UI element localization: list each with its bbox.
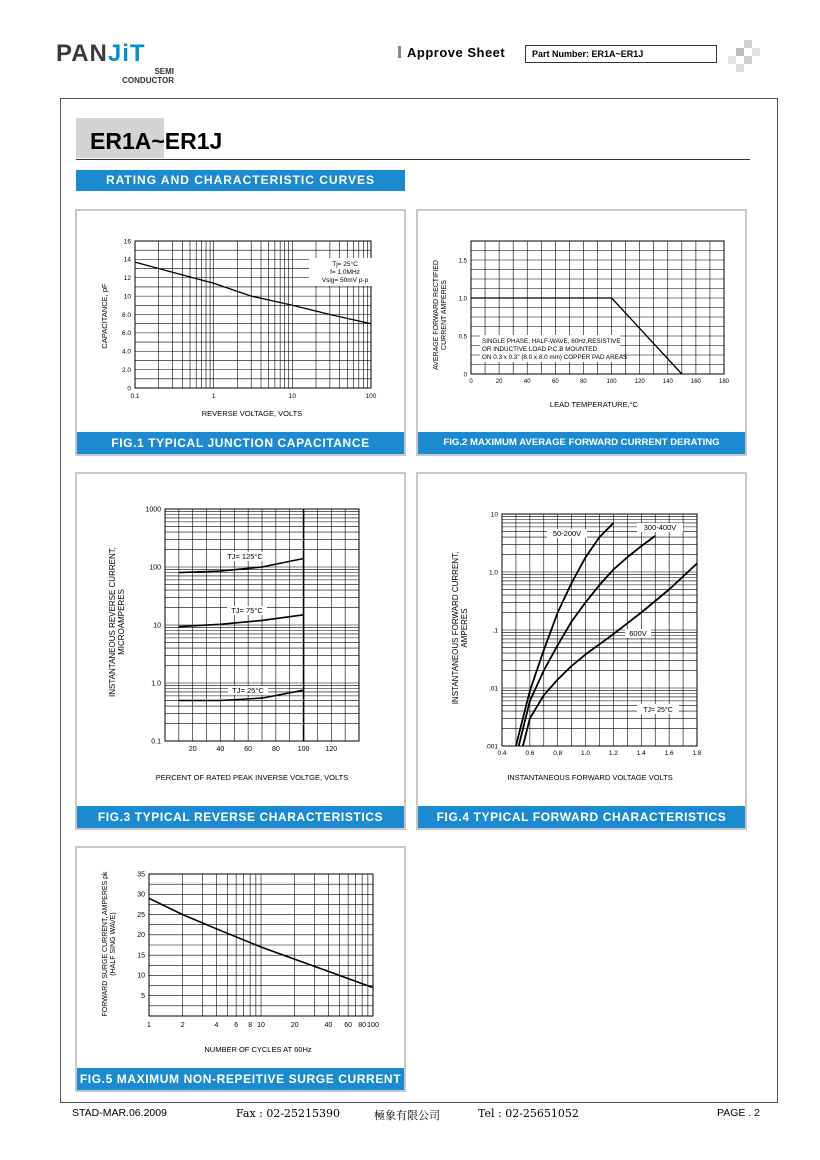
fig3-xtick-5: 120 bbox=[325, 746, 338, 753]
approve-sheet-label bbox=[398, 45, 505, 60]
fig1-ytick-8: 16 bbox=[123, 238, 131, 246]
approve-sheet-text: Approve Sheet bbox=[407, 45, 506, 60]
fig5-ytick-5: 30 bbox=[137, 891, 145, 899]
fig3-caption: FIG.3 TYPICAL REVERSE CHARACTERISTICS bbox=[77, 806, 404, 828]
fig5-xtick-6: 20 bbox=[290, 1022, 299, 1029]
fig3-series-label-2: TJ= 25°C bbox=[232, 686, 264, 695]
section-heading: RATING AND CHARACTERISTIC CURVES bbox=[76, 170, 405, 191]
fig1-xtick-0: 0.1 bbox=[130, 393, 140, 400]
fig5-xtick-2: 4 bbox=[214, 1022, 219, 1029]
fig4-annotation: TJ= 25°C bbox=[643, 707, 673, 714]
fig3-ylabel-2: MICROAMPERES bbox=[117, 589, 126, 655]
fig5-xtick-9: 80 bbox=[358, 1022, 367, 1029]
fig5-xtick-5: 10 bbox=[257, 1022, 265, 1029]
logo-sub-semi: SEMI bbox=[154, 67, 174, 76]
fig2-ylabel-1: AVERAGE FORWARD RECTIFIED bbox=[433, 260, 440, 370]
fig5-xtick-3: 6 bbox=[234, 1022, 239, 1029]
fig3-panel bbox=[75, 472, 406, 830]
footer-page: PAGE . 2 bbox=[717, 1107, 760, 1119]
fig4-ytick-1: .01 bbox=[488, 685, 498, 693]
fig5-xtick-0: 1 bbox=[147, 1022, 151, 1029]
fig5-grid bbox=[149, 874, 373, 1016]
fig1-ytick-0: 0 bbox=[127, 385, 131, 393]
fig2-ytick-1: 0.5 bbox=[458, 334, 467, 341]
fig5-panel bbox=[75, 846, 406, 1092]
fig2-annotation-2: OR INDUCTIVE LOAD P.C.B MOUNTED bbox=[482, 346, 597, 353]
fig5-ytick-3: 20 bbox=[137, 932, 145, 940]
fig2-annotation-1: SINGLE PHASE, HALF-WAVE, 60Hz,RESISTIVE bbox=[482, 338, 621, 345]
fig1-xlabel: REVERSE VOLTAGE, VOLTS bbox=[201, 409, 303, 418]
fig5-ytick-1: 10 bbox=[137, 972, 145, 980]
fig1-ytick-7: 14 bbox=[123, 256, 131, 264]
fig2-xtick-3: 60 bbox=[551, 379, 559, 385]
fig2-xlabel: LEAD TEMPERATURE,°C bbox=[549, 400, 639, 409]
footer-date: STAD-MAR.06.2009 bbox=[72, 1107, 167, 1119]
fig4-ytick-4: 10 bbox=[490, 511, 498, 519]
fig5-xtick-4: 8 bbox=[248, 1022, 253, 1029]
fig2-xtick-6: 120 bbox=[634, 379, 645, 385]
fig3-chart bbox=[77, 474, 404, 806]
fig2-xtick-4: 80 bbox=[580, 379, 587, 385]
part-number-box bbox=[525, 45, 717, 63]
fig4-xtick-6: 1.6 bbox=[664, 750, 674, 757]
fig5-chart bbox=[77, 848, 404, 1068]
fig2-xtick-2: 40 bbox=[523, 379, 531, 385]
fig1-xtick-3: 100 bbox=[365, 393, 377, 400]
fig1-ytick-1: 2.0 bbox=[121, 366, 131, 374]
fig2-ylabel-2: CURRENT AMPERES bbox=[441, 280, 448, 350]
fig5-xtick-8: 60 bbox=[344, 1022, 353, 1029]
logo-pan-text: PAN bbox=[56, 40, 108, 67]
fig4-ytick-0: .001 bbox=[485, 743, 498, 751]
logo-wordmark bbox=[56, 40, 146, 68]
fig1-panel bbox=[75, 209, 406, 456]
fig5-ytick-6: 35 bbox=[137, 871, 145, 879]
logo-sub-conductor: CONDUCTOR bbox=[122, 76, 174, 85]
fig1-ytick-3: 6.0 bbox=[121, 330, 131, 338]
footer-company: 極象有限公司 bbox=[374, 1109, 440, 1122]
fig1-annotation-2: f= 1.0MHz bbox=[330, 269, 360, 276]
fig5-ytick-0: 5 bbox=[141, 993, 145, 1001]
fig5-ytick-2: 15 bbox=[137, 952, 145, 960]
fig1-ytick-6: 12 bbox=[123, 275, 131, 283]
fig4-series-1 bbox=[519, 536, 656, 746]
fig5-xtick-7: 40 bbox=[324, 1022, 333, 1029]
fig4-xtick-7: 1.8 bbox=[692, 750, 702, 757]
fig3-ytick-3: 100 bbox=[149, 564, 161, 572]
fig5-xtick-10: 100 bbox=[367, 1022, 379, 1029]
fig2-xtick-7: 140 bbox=[662, 379, 673, 385]
title-divider bbox=[76, 159, 750, 160]
fig4-series-label-0: 50-200V bbox=[552, 529, 582, 538]
fig4-ytick-3: 1.0 bbox=[488, 569, 498, 577]
logo-jit-text: JiT bbox=[107, 40, 146, 67]
fig5-labels bbox=[137, 871, 379, 1029]
fig4-ylabel-1: INSTANTANEOUS FORWARD CURRENT, bbox=[451, 551, 460, 705]
fig2-caption: FIG.2 MAXIMUM AVERAGE FORWARD CURRENT DERATING bbox=[418, 432, 745, 454]
fig2-chart bbox=[418, 211, 745, 432]
fig2-ytick-2: 1.0 bbox=[458, 296, 467, 303]
fig1-ylabel: CAPACITANCE, pF bbox=[100, 283, 109, 349]
fig1-ytick-4: 8.0 bbox=[121, 311, 131, 319]
fig2-xtick-0: 0 bbox=[469, 379, 473, 385]
fig4-xtick-3: 1.0 bbox=[581, 750, 591, 757]
page-title: ER1A~ER1J bbox=[90, 128, 223, 154]
fig1-xtick-2: 10 bbox=[288, 393, 296, 400]
fig4-series-label-2: 600V bbox=[629, 629, 647, 638]
fig5-xtick-1: 2 bbox=[180, 1022, 185, 1029]
fig5-ylabel-1: FORWARD SURGE CURRENT, AMPERES pk bbox=[102, 871, 109, 1017]
fig5-ytick-4: 25 bbox=[137, 911, 145, 919]
fig4-xtick-0: 0.4 bbox=[497, 750, 507, 757]
fig1-chart bbox=[77, 211, 404, 432]
fig1-ytick-5: 10 bbox=[123, 293, 131, 301]
fig4-ytick-2: .1 bbox=[492, 627, 498, 635]
fig1-ytick-2: 4.0 bbox=[121, 348, 131, 356]
fig3-series-label-1: TJ= 75°C bbox=[231, 606, 263, 615]
fig3-ytick-1: 1.0 bbox=[151, 680, 161, 688]
fig2-xtick-8: 160 bbox=[690, 379, 701, 385]
fig2-ytick-3: 1.5 bbox=[458, 258, 467, 265]
fig3-xtick-4: 100 bbox=[297, 746, 310, 753]
fig5-caption: FIG.5 MAXIMUM NON-REPEITIVE SURGE CURRENT bbox=[77, 1068, 404, 1090]
fig4-xtick-4: 1.2 bbox=[608, 750, 618, 757]
fig3-ytick-0: 0.1 bbox=[151, 738, 161, 746]
fig1-annotation-1: Tj= 25°C bbox=[332, 261, 358, 268]
fig3-xtick-2: 60 bbox=[244, 746, 253, 753]
fig1-annotation-3: Vsig= 50mV p-p bbox=[321, 277, 369, 284]
fig3-ylabel-1: INSTANTANEOUS REVERSE CURRENT, bbox=[108, 547, 117, 697]
fig3-series-label-0: TJ= 125°C bbox=[227, 552, 263, 561]
fig4-xtick-2: 0.8 bbox=[553, 750, 563, 757]
fig4-panel bbox=[416, 472, 747, 830]
fig3-xtick-3: 80 bbox=[271, 746, 280, 753]
logo-subtitle bbox=[122, 67, 174, 85]
fig2-panel bbox=[416, 209, 747, 456]
fig2-xtick-9: 180 bbox=[718, 379, 730, 385]
fig4-ylabel-2: AMPERES bbox=[460, 608, 469, 648]
fig3-labels bbox=[145, 506, 337, 753]
fig3-xtick-1: 40 bbox=[216, 746, 225, 753]
footer-tel: Tel : 02-25651052 bbox=[478, 1107, 579, 1120]
fig3-xtick-0: 20 bbox=[188, 746, 197, 753]
fig4-chart bbox=[418, 474, 745, 806]
fig3-ytick-2: 10 bbox=[153, 622, 161, 630]
approve-bar-icon bbox=[398, 46, 401, 58]
fig2-xtick-1: 20 bbox=[495, 379, 503, 385]
fig1-caption: FIG.1 TYPICAL JUNCTION CAPACITANCE bbox=[77, 432, 404, 454]
fig2-ytick-0: 0 bbox=[463, 372, 467, 379]
fig2-xtick-5: 100 bbox=[606, 379, 617, 385]
fig1-xtick-1: 1 bbox=[211, 393, 216, 400]
fig4-caption: FIG.4 TYPICAL FORWARD CHARACTERISTICS bbox=[418, 806, 745, 828]
fig3-xlabel: PERCENT OF RATED PEAK INVERSE VOLTGE, VOLTS bbox=[155, 773, 349, 782]
fig4-xlabel: INSTANTANEOUS FORWARD VOLTAGE VOLTS bbox=[507, 773, 673, 782]
footer-fax: Fax : 02-25215390 bbox=[236, 1107, 341, 1120]
fig5-xlabel: NUMBER OF CYCLES AT 60Hz bbox=[204, 1045, 312, 1054]
fig4-xtick-5: 1.4 bbox=[636, 750, 646, 757]
fig4-series-label-1: 300-400V bbox=[643, 523, 677, 532]
fig5-ylabel-2: (HALF SING WAVE) bbox=[110, 912, 117, 976]
fig3-ytick-4: 1000 bbox=[145, 506, 161, 514]
part-number-label: Part Number: bbox=[532, 49, 590, 59]
fig2-annotation-3: ON 0.3 x 0.3" (8.0 x 8.0 mm) COPPER PAD AREAS bbox=[482, 354, 628, 361]
fig4-xtick-1: 0.6 bbox=[525, 750, 535, 757]
part-number-value: ER1A~ER1J bbox=[591, 49, 644, 59]
